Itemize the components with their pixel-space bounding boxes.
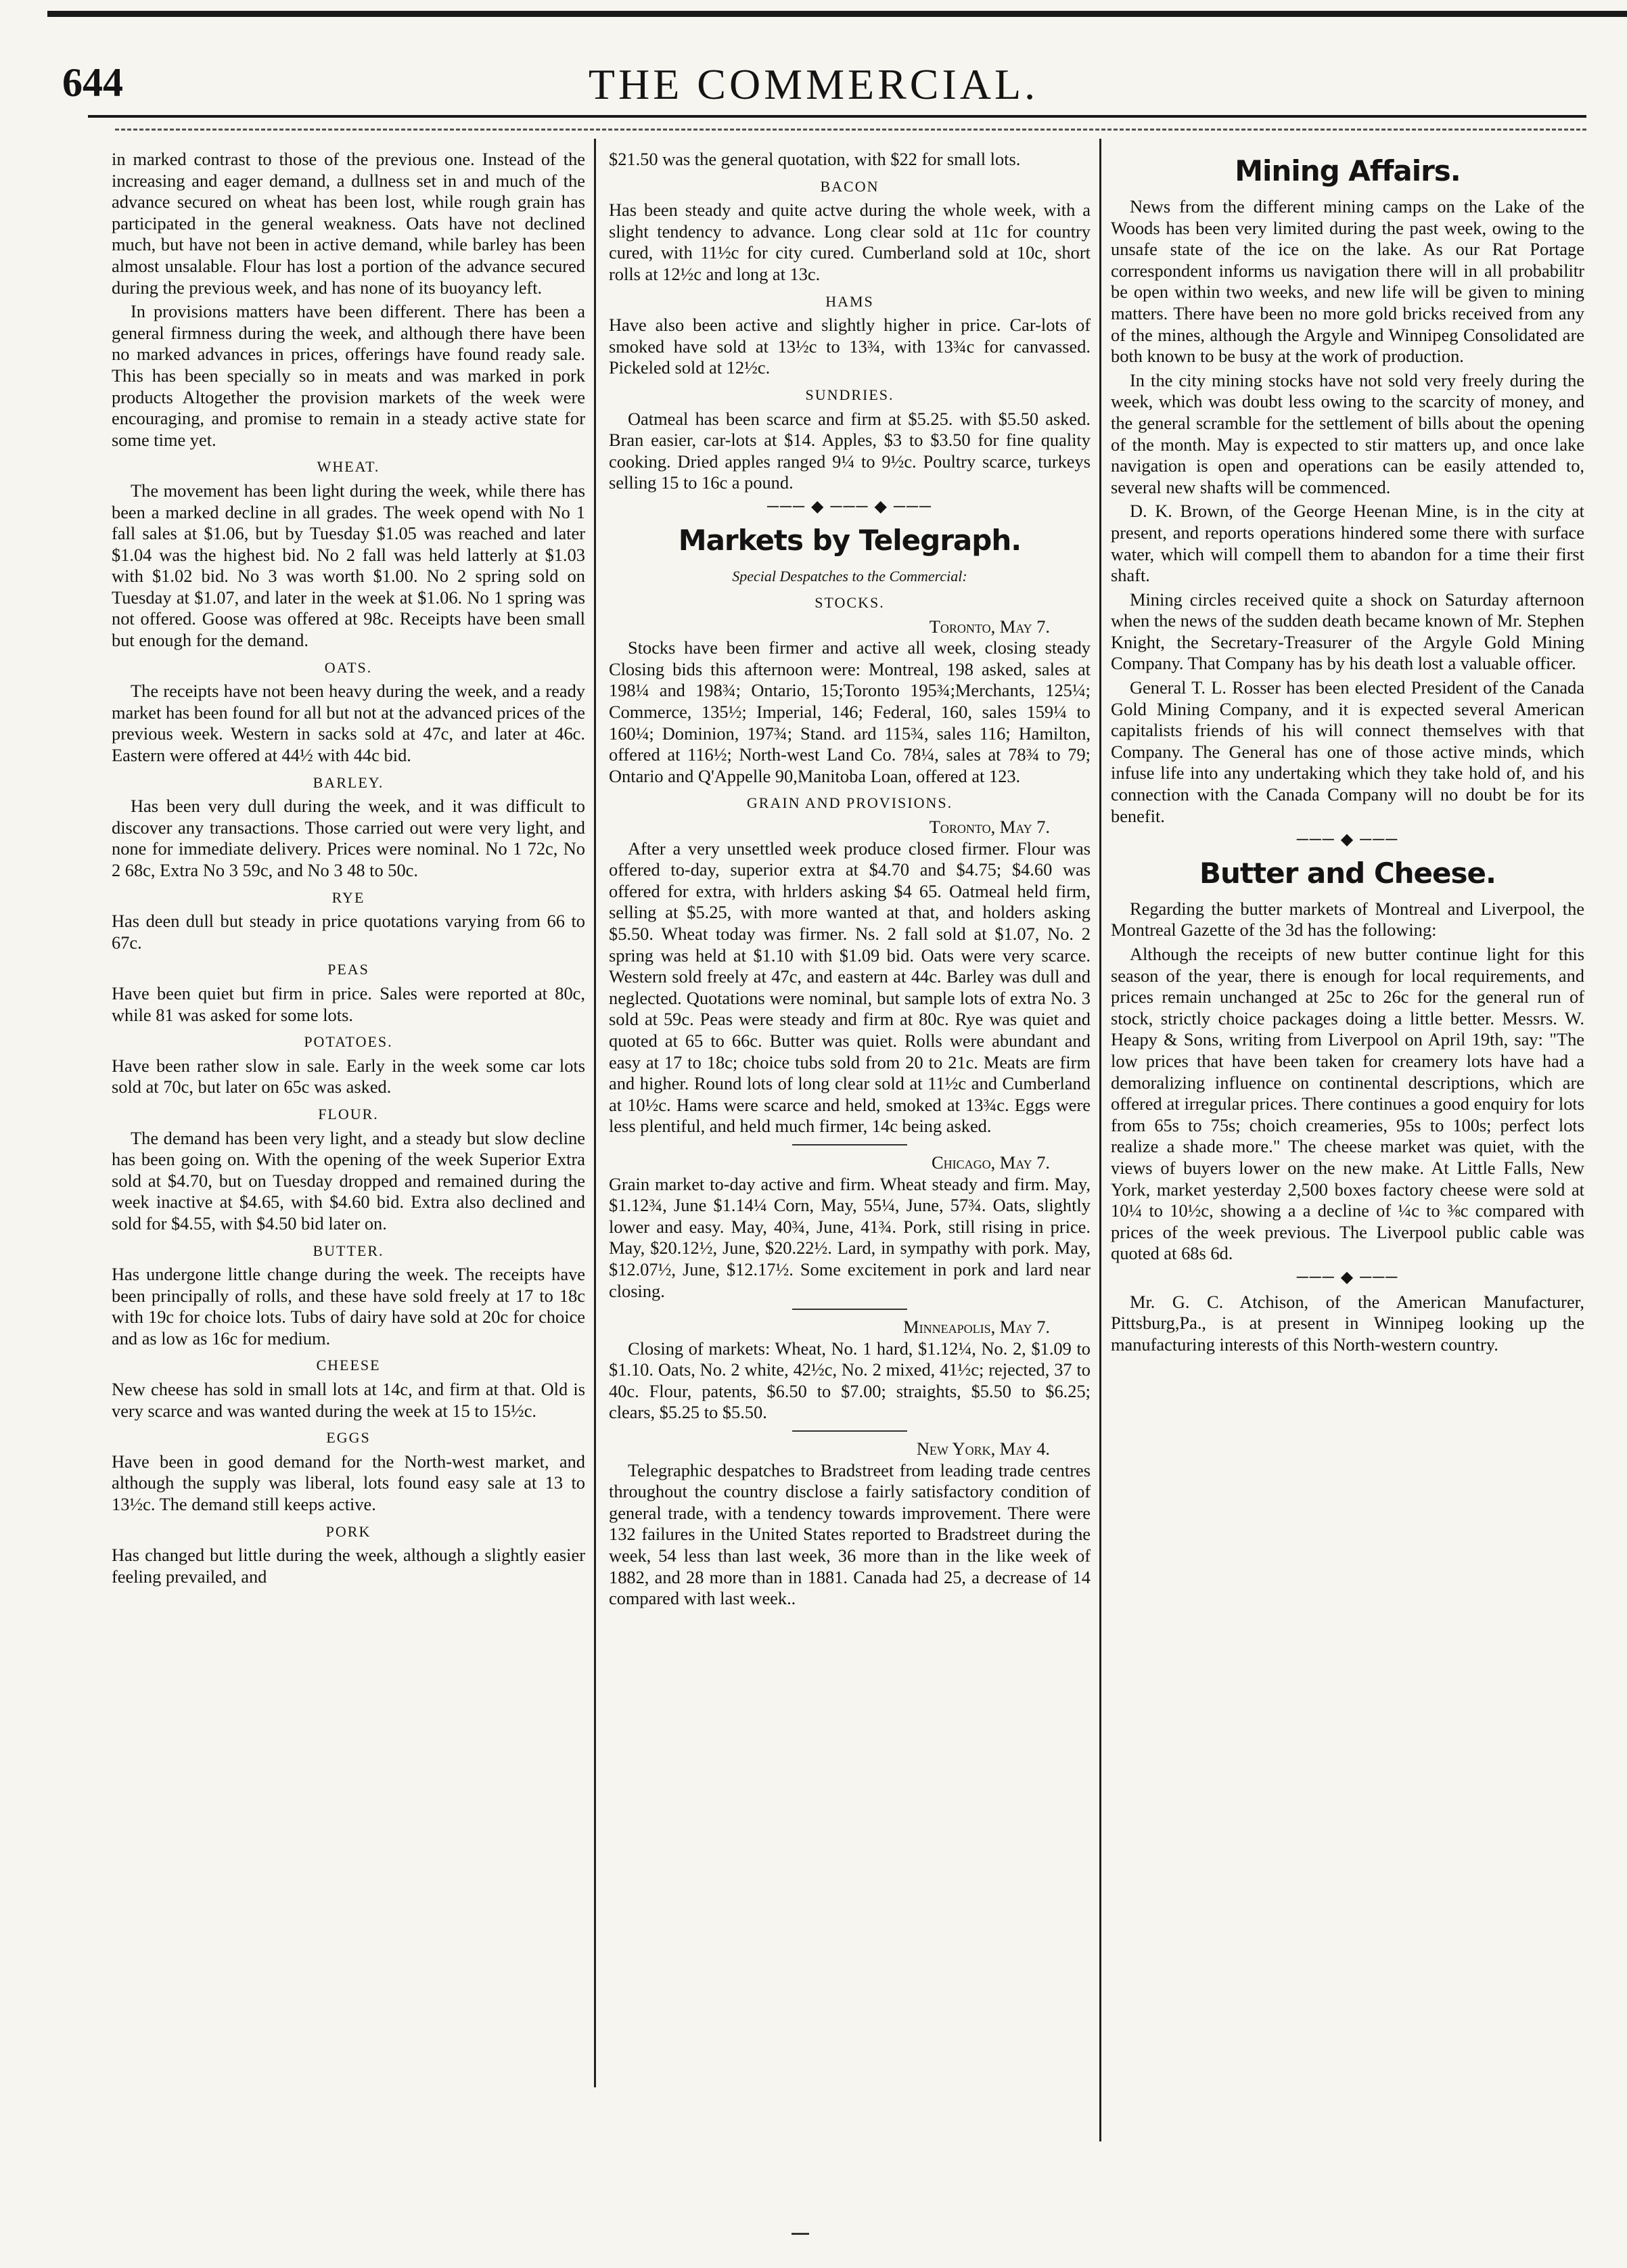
ornament-divider: ─── ◆ ─── bbox=[1296, 1268, 1399, 1286]
section-subhead: OATS. bbox=[324, 658, 373, 676]
short-rule bbox=[792, 1309, 907, 1310]
article-paragraph: Have also been active and slightly higher in price. Car-lots of smoked have sold at 13½c to 13¾, with 13¾c for canvassed. Pickeled sold at 12½c. bbox=[609, 315, 1091, 378]
section-subhead: PEAS bbox=[327, 961, 369, 978]
article-paragraph: The demand has been very light, and a steady but slow decline has been going on. With the opening of the week Superior Extra sold at $4.70, but on Tuesday dropped and remained during the week inactive at $4.65, with $4.60 bid. Extra also declined and sold for $4.55, with $4.50 bid later on. bbox=[112, 1127, 585, 1233]
column-2 bbox=[609, 149, 1091, 1612]
ornament-divider: ─── ◆ ─── ◆ ─── bbox=[767, 497, 932, 516]
article-paragraph: In provisions matters have been different. There has been a general firmness during the week, and although there have been no marked advances in prices, offerings have found ready sale. This has been specially so in meats and was marked in pork products Altogether the provision markets of the week were encouraging, and promise to remain in a steady active state for some time yet. bbox=[112, 301, 585, 450]
section-subhead: SUNDRIES. bbox=[805, 386, 894, 403]
section-subhead: BUTTER. bbox=[313, 1242, 384, 1259]
article-paragraph: Has undergone little change during the week. The receipts have been principally of rolls, and these have sold freely at 17 to 18c with 19c for choice lots. Tubs of dairy have sold at 20c for choice and as low as 16c for medium. bbox=[112, 1264, 585, 1348]
section-heading: Butter and Cheese. bbox=[1199, 856, 1496, 890]
article-paragraph: Grain market to-day active and firm. Wheat steady and firm. May, $1.12¾, June $1.14¼ Corn, May, 55¼, June, 57¾. Oats, slightly lower and easy. May, 40¾, June, 41¾. Pork, still rising in price. May, $20.12½, June, $20.22½. Lard, in sympathy with pork. May, $12.07½, June, $12.17½. Some excitement in pork and lard near closing. bbox=[609, 1173, 1091, 1301]
column-3 bbox=[1111, 149, 1584, 1358]
column-1 bbox=[112, 149, 585, 1590]
column-divider bbox=[1099, 139, 1101, 2141]
article-paragraph: The receipts have not been heavy during the week, and a ready market has been found for all but not at the advanced prices of the previous week. Western in sacks sold at 47c, and later at 46c. Eastern were offered at 44½ with 44c bid. bbox=[112, 681, 585, 766]
header-dashed-rule bbox=[115, 129, 1586, 132]
section-subhead: GRAIN AND PROVISIONS. bbox=[746, 794, 953, 812]
section-subhead: BACON bbox=[820, 177, 879, 195]
column-divider bbox=[594, 139, 596, 2087]
section-heading: Mining Affairs. bbox=[1235, 154, 1461, 187]
dateline: New York, May 4. bbox=[916, 1438, 1050, 1459]
article-paragraph: In the city mining stocks have not sold very freely during the week, which was doubt less owing to the scarcity of money, and the general scramble for the settlement of bills about the opening of the month. May is expected to stir matters up, and once lake navigation is open and operations can be easily attended to, several new shafts will be commenced. bbox=[1111, 369, 1584, 497]
article-paragraph: New cheese has sold in small lots at 14c, and firm at that. Old is very scarce and was wanted during the week at 15 to 15½c. bbox=[112, 1379, 585, 1421]
short-rule bbox=[792, 1144, 907, 1146]
article-paragraph: Have been rather slow in sale. Early in the week some car lots sold at 70c, but later on 65c was asked. bbox=[112, 1055, 585, 1097]
top-rule bbox=[47, 11, 1627, 17]
article-paragraph: Regarding the butter markets of Montreal and Liverpool, the Montreal Gazette of the 3d has the following: bbox=[1111, 898, 1584, 940]
section-subhead: WHEAT. bbox=[317, 458, 380, 476]
ornament-divider: ─── ◆ ─── bbox=[1296, 831, 1399, 849]
section-subhead: POTATOES. bbox=[304, 1033, 393, 1051]
section-subhead: PORK bbox=[325, 1522, 371, 1540]
byline: Special Despatches to the Commercial: bbox=[732, 567, 967, 585]
dateline: Toronto, May 7. bbox=[929, 616, 1050, 637]
section-subhead: EGGS bbox=[326, 1429, 371, 1447]
dateline: Minneapolis, May 7. bbox=[903, 1317, 1050, 1338]
article-paragraph: Mining circles received quite a shock on Saturday afternoon when the news of the sudden death became known of Mr. Stephen Knight, the Secretary-Treasurer of the Argyle Gold Mining Company. That Company has by his death lost a valuable officer. bbox=[1111, 589, 1584, 674]
article-paragraph: Telegraphic despatches to Bradstreet from leading trade centres throughout the country disclose a fairly satisfactory condition of general trade, with a tendency towards improvement. There were 132 failures in the United States reported to Bradstreet during the week, 54 less than last week, 36 more than in the like week of 1882, and 28 more than in 1881. Canada had 25, a decrease of 14 compared with last week.. bbox=[609, 1459, 1091, 1609]
article-paragraph: Although the receipts of new butter continue light for this season of the year, there is enough for local requirements, and prices remain unchanged at 25c to 26c for the general run of stock, strictly choice packages doing a little better. Messrs. W. Heapy & Sons, writing from Liverpool on April 19th, say: "The low prices that have been taken for creamery lots have had a demoralizing influence on continental descriptions, which are offered at irregular prices. There continues a good enquiry for lots from 65s to 75s; choich creameries, 95s to 100s; perfect lots realize a shade more." The cheese market was quiet, with the views of buyers lower on the new make. At Little Falls, New York, market yesterday 2,500 boxes factory cheese were sold at 10¼ to 10½c, showing a a decline of ¼c to ⅜c compared with prices of the week previous. The Liverpool public cable was quoted at 68s 6d. bbox=[1111, 944, 1584, 1264]
dateline: Toronto, May 7. bbox=[929, 817, 1050, 838]
article-paragraph: Has deen dull but steady in price quotations varying from 66 to 67c. bbox=[112, 911, 585, 953]
short-rule bbox=[792, 1430, 907, 1432]
dateline: Chicago, May 7. bbox=[932, 1152, 1050, 1173]
article-paragraph: Stocks have been firmer and active all week, closing steady Closing bids this afternoon were: Montreal, 198 asked, sales at 198¼ and 198¾; Ontario, 15;Toronto 195¾;Merchants, 125¼; Commerce, 135½; Imperial, 146; Federal, 160, sales 159¼ to 160¼; Dominion, 197¾; Stand. ard 115¾, sales 116; Hamilton, offered at 116½; North-west Land Co. 78¼, sales at 78¾ to 79; Ontario and Q'Appelle 90,Manitoba Loan, offered at 123. bbox=[609, 637, 1091, 786]
article-paragraph: Oatmeal has been scarce and firm at $5.25. with $5.50 asked. Bran easier, car-lots at $14. Apples, $3 to $3.50 for fine quality cooking. Dried apples ranged 9¼ to 9½c. Poultry scarce, turkeys selling 15 to 16c a pound. bbox=[609, 408, 1091, 493]
article-paragraph: Have been in good demand for the North-west market, and although the supply was liberal, lots found easy sale at 13 to 13½c. The demand still keeps active. bbox=[112, 1451, 585, 1515]
article-paragraph: Have been quiet but firm in price. Sales were reported at 80c, while 81 was asked for some lots. bbox=[112, 982, 585, 1025]
article-paragraph: Has been steady and quite actve during the whole week, with a slight tendency to advance. Long clear sold at 11c for country cured, with 11½c for city cured. Cumberland sold at 10c, short rolls at 12½c and long at 13c. bbox=[609, 200, 1091, 284]
article-paragraph: General T. L. Rosser has been elected President of the Canada Gold Mining Company, and it is expected several American capitalists friends of his will connect themselves with that Company. The General has one of those active minds, which infuse life into any undertaking which they take hold of, and his connection with the Canada Company will no doubt be for its benefit. bbox=[1111, 677, 1584, 826]
article-paragraph: News from the different mining camps on the Lake of the Woods has been very limited during the past week, owing to the unsafe state of the ice on the lake. As our Rat Portage correspondent informs us navigation there will in all probabilitr be open within two weeks, and new life will be given to mining matters. There have been no more gold bricks received from any of the mines, although the Argyle and Winnipeg Consolidated are both known to be busy at the work of production. bbox=[1111, 196, 1584, 367]
article-paragraph: Has been very dull during the week, and it was difficult to discover any transactions. Those carried out were very light, and none for immediate delivery. Prices were nominal. No 1 72c, No 2 68c, Extra No 3 59c, and No 3 48 to 50c. bbox=[112, 796, 585, 880]
header-rule bbox=[88, 115, 1586, 118]
section-subhead: FLOUR. bbox=[318, 1105, 379, 1122]
article-paragraph: in marked contrast to those of the previous one. Instead of the increasing and eager demand, a dullness set in and much of the advance secured on wheat has been lost, while rough grain has participated in the general weakness. Oats have not declined much, but have not been in active demand, while barley has been almost unsalable. Flour has lost a portion of the advance secured during the previous week, and has none of its buoyancy left. bbox=[112, 149, 585, 298]
section-subhead: CHEESE bbox=[316, 1357, 381, 1374]
article-paragraph: After a very unsettled week produce closed firmer. Flour was offered to-day, superior extra at $4.70 and $4.75; $4.60 was offered for extra, with hrlders asking $4 65. Oatmeal held firm, selling at $5.25, with more wanted at that, and holders asking $5.50. Wheat today was firmer. Ns. 2 fall sold at $1.07, No. 2 spring was held at $1.10 with $1.09 bid. Oats were very scarce. Western sold freely at 47c, and eastern at 44c. Barley was dull and neglected. Quotations were nominal, but sample lots of extra No. 3 sold at 59c. Peas were steady and firm at 80c. Rye was quiet and quoted at 65 to 66c. Butter was quiet. Rolls were abundant and easy at 17 to 18c; choice tubs sold from 20 to 21c. Meats are firm and higher. Round lots of long clear sold at 11½c and Cumberland at 10½c. Hams were scarce and held, smoked at 13¾c. Eggs were less plentiful, and held much firmer, 14c being asked. bbox=[609, 838, 1091, 1137]
section-subhead: HAMS bbox=[825, 292, 874, 310]
section-subhead: RYE bbox=[331, 888, 365, 906]
page-number: 644 bbox=[62, 60, 123, 105]
article-paragraph: Closing of markets: Wheat, No. 1 hard, $1.12¼, No. 2, $1.09 to $1.10. Oats, No. 2 white, 42½c, No. 2 mixed, 41½c; rejected, 37 to 40c. Flour, patents, $6.50 to $7.00; straights, $5.50 to $6.25; clears, $5.25 to $5.50. bbox=[609, 1338, 1091, 1423]
article-paragraph: Mr. G. C. Atchison, of the American Manufacturer, Pittsburg,Pa., is at present in Winnipeg looking up the manufacturing interests of this North-western country. bbox=[1111, 1291, 1584, 1355]
article-paragraph: The movement has been light during the week, while there has been a marked decline in all grades. The week opend with No 1 fall sales at $1.06, but by Tuesday $1.05 was reached and later $1.04 was the highest bid. No 2 fall was held latterly at $1.03 with $1.02 bid. No 3 was worth $1.00. No 2 spring sold on Tuesday at $1.07, and later in the week at $1.06. No 1 spring was not offered. Goose was offered at 98c. Receipts have been small but enough for the demand. bbox=[112, 480, 585, 651]
section-subhead: STOCKS. bbox=[815, 594, 885, 612]
section-heading: Markets by Telegraph. bbox=[678, 523, 1022, 557]
article-paragraph: D. K. Brown, of the George Heenan Mine, is in the city at present, and reports operations hindered some there with surface water, which will compell them to abandon for a time their first shaft. bbox=[1111, 501, 1584, 586]
article-paragraph: Has changed but little during the week, although a slightly easier feeling prevailed, and bbox=[112, 1545, 585, 1587]
masthead-title: THE COMMERCIAL. bbox=[588, 60, 1039, 108]
footer-mark bbox=[792, 2233, 809, 2235]
article-paragraph: $21.50 was the general quotation, with $22 for small lots. bbox=[609, 149, 1021, 169]
section-subhead: BARLEY. bbox=[313, 773, 384, 791]
